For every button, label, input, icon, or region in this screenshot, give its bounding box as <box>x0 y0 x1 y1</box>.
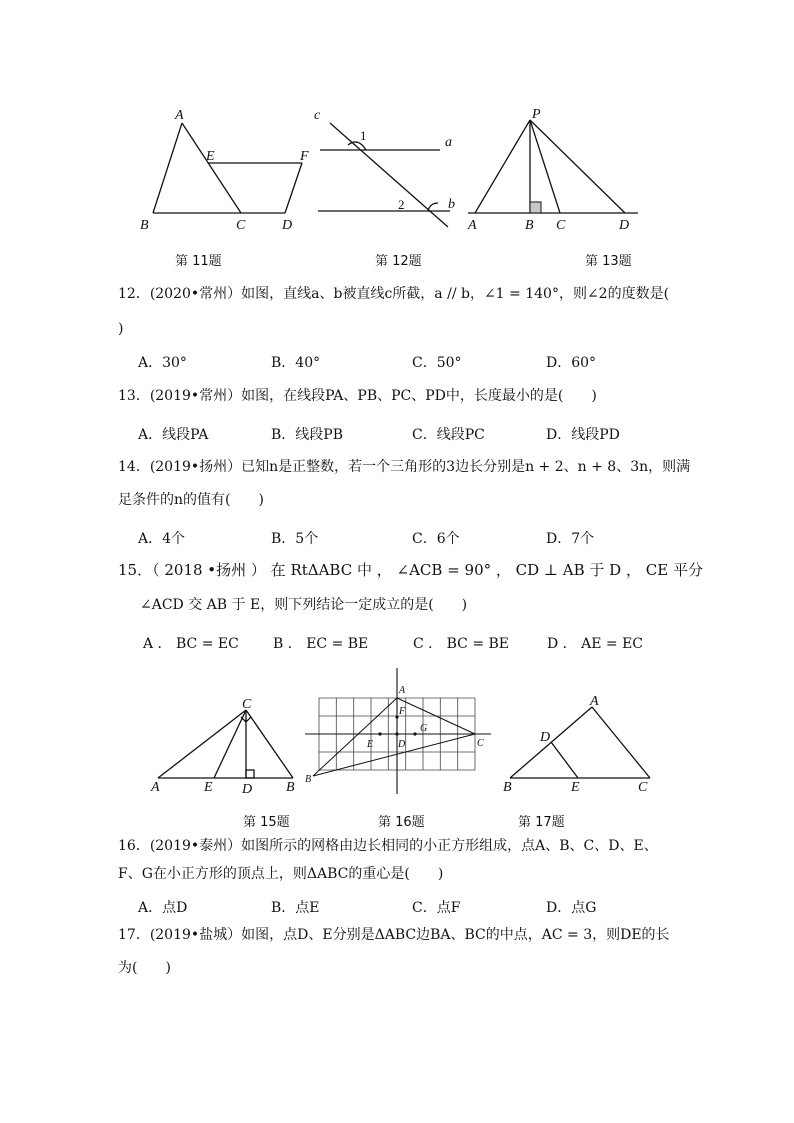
q16-options <box>138 897 658 917</box>
figure-13 <box>460 105 650 235</box>
q15-line1: 15．（ 2018 •扬州 ） 在 RtΔABC 中 ， ∠ACB = 90° ， CD ⊥ AB 于 D ， CE 平分 <box>118 561 703 579</box>
fig17-caption: 第 17题 <box>518 815 565 830</box>
fig11-label-B: B <box>140 218 149 233</box>
q15-options <box>143 633 663 653</box>
figure-15-diagram <box>148 695 303 795</box>
q12-option-d[interactable]: D．60° <box>546 355 597 371</box>
fig17-label-C: C <box>638 780 648 795</box>
figure-11 <box>135 105 315 235</box>
fig11-label-E: E <box>206 149 215 164</box>
q15-option-b[interactable]: B ． EC = BE <box>273 636 369 652</box>
q14-line1: 14．(2019•扬州）已知n是正整数，若一个三角形的3边长分别是n + 2、n + 8、3n，则满 <box>118 459 691 475</box>
fig16-label-D: D <box>398 739 406 750</box>
q17-line1: 17．(2019•盐城）如图，点D、E分别是ΔABC边BA、BC的中点，AC = 3，则DE的长 <box>118 927 670 943</box>
fig16-label-B: B <box>305 774 312 785</box>
q14-option-c[interactable]: C．6个 <box>412 531 460 547</box>
fig16-label-F: F <box>399 706 406 717</box>
q14-option-b[interactable]: B．5个 <box>271 531 319 547</box>
q16-option-c[interactable]: C．点F <box>412 900 461 916</box>
figure-16 <box>305 668 500 798</box>
fig13-caption: 第 13题 <box>585 254 632 269</box>
q14-option-d[interactable]: D．7个 <box>546 531 595 547</box>
q13-options <box>138 424 658 444</box>
q13-option-d[interactable]: D．线段PD <box>546 427 620 443</box>
fig16-label-E: E <box>367 739 374 750</box>
q15-option-a[interactable]: A ． BC = EC <box>143 636 239 652</box>
figure-13-diagram <box>460 105 650 235</box>
fig12-label-a: a <box>445 135 452 150</box>
fig17-label-B: B <box>503 780 512 795</box>
fig15-label-A: A <box>151 780 160 795</box>
fig12-label-b: b <box>448 197 455 212</box>
fig11-label-C: C <box>236 218 246 233</box>
q14-options <box>138 528 658 548</box>
fig16-label-C: C <box>477 738 484 749</box>
q13-option-b[interactable]: B．线段PB <box>271 427 343 443</box>
q16-option-a[interactable]: A．点D <box>138 900 188 916</box>
fig12-label-c: c <box>314 108 321 123</box>
fig16-label-A: A <box>399 685 406 696</box>
q12-line2: ) <box>118 321 124 337</box>
figure-16-diagram <box>305 668 500 798</box>
q12-option-c[interactable]: C．50° <box>412 355 462 371</box>
figure-12-diagram <box>310 105 470 235</box>
q12-option-a[interactable]: A．30° <box>138 355 187 371</box>
figure-11-diagram <box>135 105 315 235</box>
fig13-label-P: P <box>532 107 541 122</box>
figure-15 <box>148 695 303 795</box>
fig12-label-angle1: 1 <box>360 128 367 143</box>
q12-line1: 12．(2020•常州）如图，直线a、b被直线c所截，a // b，∠1 = 140°，则∠2的度数是( <box>118 286 670 302</box>
q16-option-b[interactable]: B．点E <box>271 900 320 916</box>
q13-option-c[interactable]: C．线段PC <box>412 427 485 443</box>
q13-line1: 13．(2019•常州）如图，在线段PA、PB、PC、PD中，长度最小的是( ) <box>118 388 597 404</box>
fig13-label-B: B <box>525 218 534 233</box>
fig13-label-D: D <box>619 218 630 233</box>
figure-17-diagram <box>500 690 660 795</box>
q16-line2: F、G在小正方形的顶点上，则ΔABC的重心是( ) <box>118 866 444 882</box>
fig12-label-angle2: 2 <box>398 197 405 212</box>
fig15-caption: 第 15题 <box>243 815 290 830</box>
fig17-label-D: D <box>540 730 551 745</box>
fig11-caption: 第 11题 <box>175 254 222 269</box>
q15-option-c[interactable]: C ． BC = BE <box>413 636 510 652</box>
q15-option-d[interactable]: D ． AE = EC <box>547 636 644 652</box>
q13-option-a[interactable]: A．线段PA <box>138 427 209 443</box>
fig16-caption: 第 16题 <box>378 815 425 830</box>
fig12-caption: 第 12题 <box>375 254 422 269</box>
figure-12 <box>310 105 470 235</box>
q16-option-d[interactable]: D．点G <box>546 900 597 916</box>
fig15-label-C: C <box>242 697 252 712</box>
q14-option-a[interactable]: A．4个 <box>138 531 186 547</box>
fig11-label-D: D <box>282 218 293 233</box>
q15-line2: ∠ACD 交 AB 于 E，则下列结论一定成立的是( ) <box>140 597 468 613</box>
fig11-label-A: A <box>175 108 184 123</box>
q12-option-b[interactable]: B．40° <box>271 355 321 371</box>
fig13-label-A: A <box>468 218 477 233</box>
fig16-label-G: G <box>420 723 428 734</box>
fig17-label-E: E <box>571 780 580 795</box>
fig13-label-C: C <box>556 218 566 233</box>
fig15-label-E: E <box>204 780 213 795</box>
q12-options <box>138 352 658 372</box>
q16-line1: 16．(2019•泰州）如图所示的网格由边长相同的小正方形组成，点A、B、C、D、E、 <box>118 838 658 854</box>
fig15-label-D: D <box>242 782 253 797</box>
fig17-label-A: A <box>590 694 599 709</box>
fig15-label-B: B <box>286 780 295 795</box>
figure-17 <box>500 690 660 795</box>
q14-line2: 足条件的n的值有( ) <box>118 492 264 508</box>
q17-line2: 为( ) <box>118 960 171 976</box>
fig11-label-F: F <box>300 149 309 164</box>
